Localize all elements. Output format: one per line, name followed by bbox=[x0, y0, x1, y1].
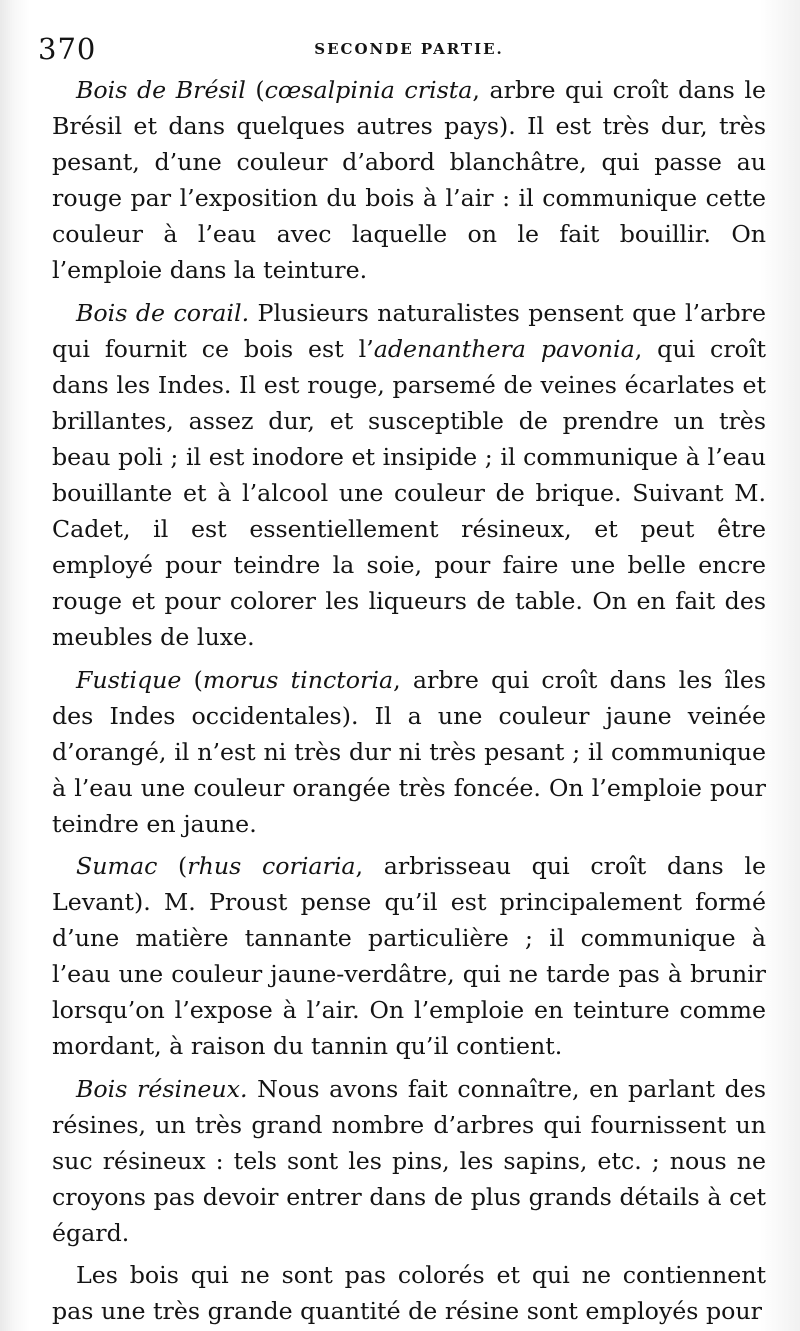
latin-name: rhus coriaria bbox=[187, 851, 356, 880]
entry-term: Fustique bbox=[76, 665, 182, 694]
entry-text: , arbre qui croît dans les îles des Indes occidentales). Il a une couleur jaune veinée d’orangé, il n’est ni très dur ni très pesant ; il communique à l’eau une couleur orangée très foncée. On l’emploie pour teindre en jaune. bbox=[52, 665, 766, 838]
page-header bbox=[38, 28, 766, 72]
latin-name: cœsalpinia crista bbox=[264, 76, 473, 104]
entry-term: Bois de Brésil bbox=[76, 76, 246, 104]
body-text bbox=[52, 72, 766, 1329]
latin-name: adenanthera pavonia bbox=[373, 334, 635, 363]
entry-term: Bois de corail. bbox=[76, 298, 250, 327]
latin-name: morus tinctoria bbox=[202, 665, 394, 694]
paragraph-sumac bbox=[52, 848, 766, 1065]
paren-open: ( bbox=[157, 851, 188, 880]
running-head: SECONDE PARTIE. bbox=[314, 40, 504, 58]
paragraph-closing bbox=[52, 1257, 766, 1329]
page-number: 370 bbox=[38, 32, 97, 66]
paren-open: ( bbox=[245, 76, 265, 104]
entry-text: Les bois qui ne sont pas colorés et qui ne contiennent pas une très grande quantité de résine sont employés pour bbox=[52, 1261, 766, 1326]
entry-text: , arbrisseau qui croît dans le Levant). M. Proust pense qu’il est principalement formé d’une matière tannante particulière ; il communique à l’eau une couleur jaune-verdâtre, qui ne tarde pas à brunir lorsqu’on l’expose à l’air. On l’emploie en teinture comme mordant, à raison du tannin qu’il contient. bbox=[52, 851, 766, 1061]
paragraph-bois-de-bresil bbox=[52, 72, 766, 289]
paragraph-bois-de-corail bbox=[52, 295, 766, 656]
entry-text: Nous avons fait connaître, en parlant des résines, un très grand nombre d’arbres qui fournissent un suc résineux : tels sont les pins, les sapins, etc. ; nous ne croyons pas devoir entrer dans de plus grands détails à cet égard. bbox=[52, 1074, 766, 1247]
entry-text: , qui croît dans les Indes. Il est rouge, parsemé de veines écarlates et brillantes, assez dur, et susceptible de prendre un très beau poli ; il est inodore et insipide ; il communique à l’eau bouillante et à l’alcool une couleur de brique. Suivant M. Cadet, il est essentiellement résineux, et peut être employé pour teindre la soie, pour faire une belle encre rouge et pour colorer les liqueurs de table. On en fait des meubles de luxe. bbox=[52, 334, 767, 652]
entry-text: Plusieurs naturalistes pensent que l’arbre qui fournit ce bois est l’ bbox=[52, 298, 766, 363]
paren-open: ( bbox=[181, 665, 203, 694]
paragraph-bois-resineux bbox=[52, 1071, 766, 1251]
paragraph-fustique bbox=[52, 662, 766, 842]
entry-term: Sumac bbox=[76, 851, 158, 880]
entry-text: , arbre qui croît dans le Brésil et dans quelques autres pays). Il est très dur, très pesant, d’une couleur d’abord blanchâtre, qui passe au rouge par l’exposition du bois à l’air : il communique cette couleur à l’eau avec laquelle on le fait bouillir. On l’emploie dans la teinture. bbox=[52, 76, 766, 285]
entry-term: Bois résineux. bbox=[76, 1074, 248, 1103]
